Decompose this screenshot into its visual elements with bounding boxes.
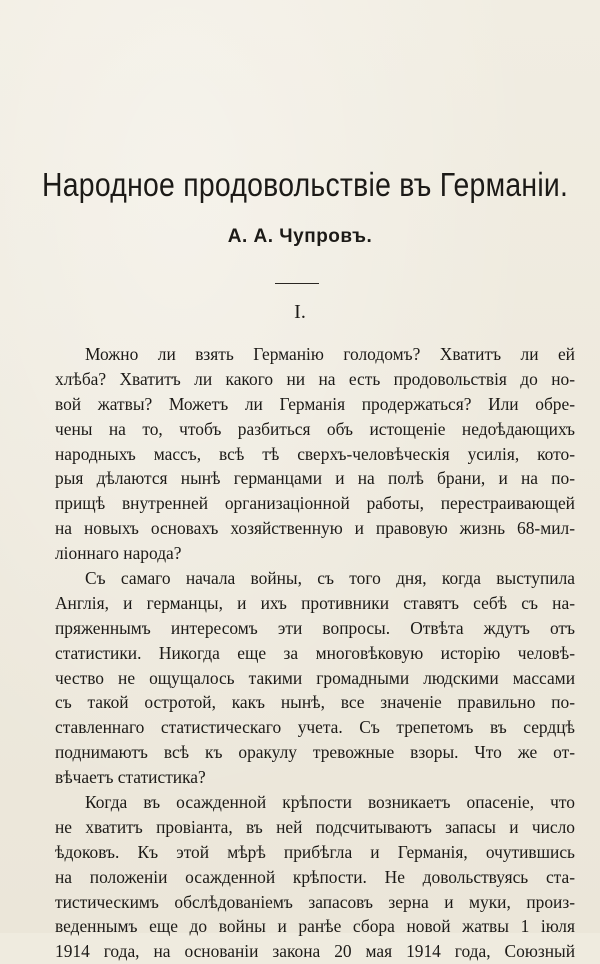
text-line: чены на то, чтобъ разбиться объ истощеніе недоѣдающихъ [55, 418, 575, 439]
text-line: веденнымъ еще до войны и ранѣе сбора новой жатвы 1 іюля [55, 916, 575, 937]
text-line: поднимаютъ всѣ къ оракулу тревожные взоры. Что же от- [55, 742, 575, 763]
text-line: Англія, и германцы, и ихъ противники ставятъ себѣ съ на- [55, 592, 575, 613]
text-line: Можно ли взять Германію голодомъ? Хватитъ ли ей [85, 344, 575, 364]
text-line: съ такой остротой, какъ нынѣ, все значеніе правильно по- [55, 692, 575, 713]
text-line: ліоннаго народа? [55, 543, 182, 564]
text-line: рыя дѣлаются нынѣ германцами и на полѣ брани, и на по- [55, 468, 575, 489]
text-line: вой жатвы? Можетъ ли Германія продержаться? Или обре- [55, 393, 575, 414]
text-line: на новыхъ основахъ хозяйственную и правовую жизнь 68-мил- [55, 518, 575, 539]
text-line: вѣчаетъ статистика? [55, 767, 206, 788]
text-line: чество не ощущалось такими громадными людскими массами [55, 667, 575, 688]
text-line: народныхъ массъ, всѣ тѣ сверхъ-человѣческія усилія, кото- [55, 443, 575, 464]
text-line: 1914 года, на основаніи закона 20 мая 1914 года, Союзный [55, 941, 575, 962]
text-line: Когда въ осажденной крѣпости возникаетъ опасеніе, что [85, 792, 575, 813]
text-line: прищѣ внутренней организаціонной работы, перестраивающей [55, 493, 575, 514]
text-line: на положеніи осажденной крѣпости. Не довольствуясь ста- [55, 866, 575, 887]
text-line: тистическимъ обслѣдованіемъ запасовъ зерна и муки, произ- [55, 891, 575, 912]
article-author: А. А. Чупровъ. [227, 226, 373, 247]
text-line: статистики. Никогда еще за многовѣковую исторію человѣ- [55, 642, 575, 663]
divider-rule [275, 283, 319, 284]
text-line: ѣдоковъ. Къ этой мѣрѣ прибѣгла и Германія, очутившись [55, 841, 575, 862]
article-title: Народное продовольствіе въ Германіи. [42, 166, 569, 203]
text-line: Съ самаго начала войны, съ того дня, когда выступила [85, 568, 575, 589]
text-line: хлѣба? Хватитъ ли какого ни на есть продовольствія до но- [55, 368, 575, 389]
text-line: пряженнымъ интересомъ эти вопросы. Отвѣта ждутъ отъ [55, 617, 575, 638]
article-body [55, 342, 575, 964]
section-numeral: I. [294, 301, 306, 323]
text-line: не хватитъ провіанта, въ ней подсчитываютъ запасы и число [55, 816, 575, 837]
text-line: ставленнаго статистическаго учета. Съ трепетомъ въ сердцѣ [55, 717, 575, 738]
